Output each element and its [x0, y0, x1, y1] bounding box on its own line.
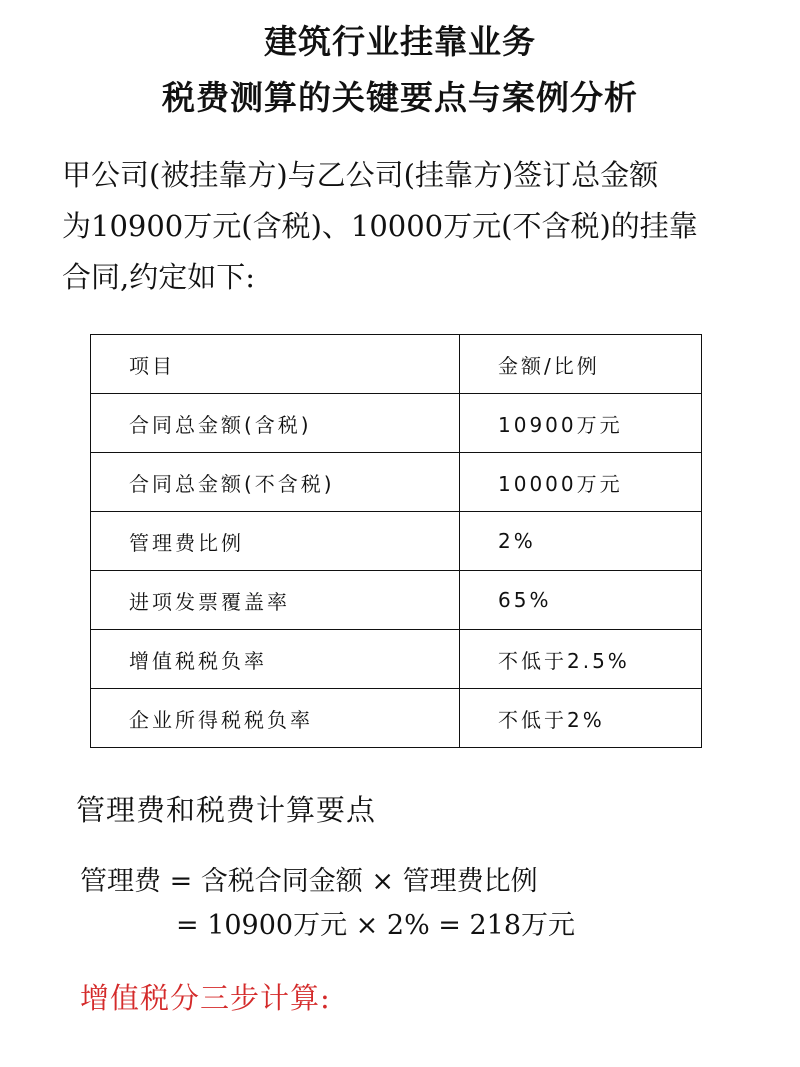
row-value: 10900万元 [460, 394, 702, 453]
intro-paragraph-line-1: 甲公司(被挂靠方)与乙公司(挂靠方)签订总金额 [62, 158, 659, 192]
row-value: 2% [460, 512, 702, 571]
vat-steps-heading: 增值税分三步计算: [80, 981, 331, 1015]
table-row [91, 571, 702, 630]
row-label: 管理费比例 [91, 512, 460, 571]
table-row [91, 689, 702, 748]
intro-paragraph-line-3: 合同,约定如下: [62, 260, 255, 294]
header-amount-ratio: 金额/比例 [460, 335, 702, 394]
row-label: 合同总金额(不含税) [91, 453, 460, 512]
row-label: 企业所得税税负率 [91, 689, 460, 748]
page-title-line-1: 建筑行业挂靠业务 [264, 22, 536, 61]
intro-paragraph-line-2: 为10900万元(含税)、10000万元(不含税)的挂靠 [62, 209, 698, 243]
table-row [91, 394, 702, 453]
row-label: 增值税税负率 [91, 630, 460, 689]
formula-line-2: = 10900万元 × 2% = 218万元 [176, 910, 576, 941]
row-value: 不低于2% [460, 689, 702, 748]
row-label: 进项发票覆盖率 [91, 571, 460, 630]
contract-terms-table [90, 334, 702, 748]
page-title-line-2: 税费测算的关键要点与案例分析 [162, 78, 638, 117]
section-heading: 管理费和税费计算要点 [76, 793, 377, 827]
row-value: 65% [460, 571, 702, 630]
row-value: 不低于2.5% [460, 630, 702, 689]
table-row [91, 512, 702, 571]
table-row [91, 630, 702, 689]
table-row [91, 453, 702, 512]
header-item: 项目 [91, 335, 460, 394]
table-header-row [91, 335, 702, 394]
row-label: 合同总金额(含税) [91, 394, 460, 453]
formula-line-1: 管理费 = 含税合同金额 × 管理费比例 [80, 866, 538, 897]
row-value: 10000万元 [460, 453, 702, 512]
